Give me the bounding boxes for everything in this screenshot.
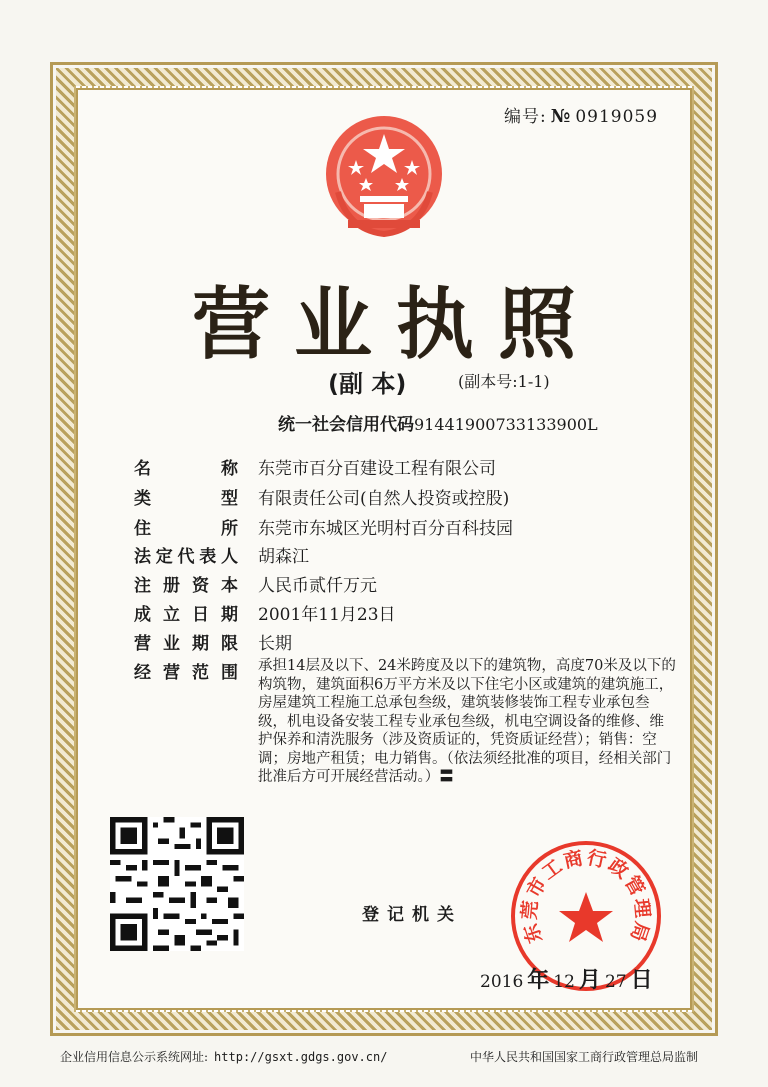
footer-website: 企业信用信息公示系统网址: http://gsxt.gdgs.gov.cn/ (60, 1050, 388, 1064)
field-label: 类型 (134, 489, 238, 509)
business-scope-text: 承担14层及以下、24米跨度及以下的建筑物，高度70米及以下的构筑物，建筑面积6万平方米及以下住宅小区或建筑的建筑施工，房屋建筑工程施工总承包叁级，建筑装修装饰工程专业承包叁级，机电设备安装工程专业承包叁级，机电空调设备的维修、维护保养和清洗服务（涉及资质证的，凭资质证经营）；销售：空调；房地产租赁；电力销售。（依法须经批准的项目，经相关部门批准后方可开展经营活动。）〓 (258, 658, 676, 785)
field-label: 法定代表人 (134, 547, 238, 567)
copy-number: (副本号:1-1) (458, 372, 550, 391)
footer-supervisor: 中华人民共和国国家工商行政管理总局监制 (470, 1050, 699, 1064)
credit-code-value: 91441900733133900L (414, 415, 598, 434)
field-value: 人民币贰仟万元 (258, 576, 377, 596)
field-label: 成立日期 (134, 605, 238, 625)
credit-code-label: 统一社会信用代码 (278, 415, 414, 435)
field-label: 经营范围 (134, 663, 238, 683)
field-value: 东莞市百分百建设工程有限公司 (258, 459, 496, 479)
serial-number: 编号: № 0919059 (504, 106, 659, 127)
issue-date: 2016 年 12 月 27 日 (480, 967, 653, 993)
document-title: 营业执照 (191, 280, 600, 370)
field-value: 胡森江 (258, 547, 309, 567)
field-label: 注册资本 (134, 576, 238, 596)
national-emblem-icon (318, 112, 450, 244)
field-value: 长期 (258, 634, 292, 654)
qr-code[interactable] (110, 817, 244, 951)
registration-authority-label: 登记机关 (362, 905, 462, 925)
field-value: 东莞市东城区光明村百分百科技园 (258, 519, 513, 539)
document-subtitle: (副 本) (328, 370, 407, 398)
field-label: 名称 (134, 459, 238, 479)
website-link[interactable]: http://gsxt.gdgs.gov.cn/ (214, 1050, 388, 1064)
field-value: 2001年11月23日 (258, 605, 396, 625)
field-label: 营业期限 (134, 634, 238, 654)
svg-text:东莞市工商行政管理局: 东莞市工商行政管理局 (518, 846, 654, 946)
credit-code-line (278, 410, 598, 435)
field-value: 有限责任公司(自然人投资或控股) (258, 489, 510, 509)
field-label: 住所 (134, 519, 238, 539)
